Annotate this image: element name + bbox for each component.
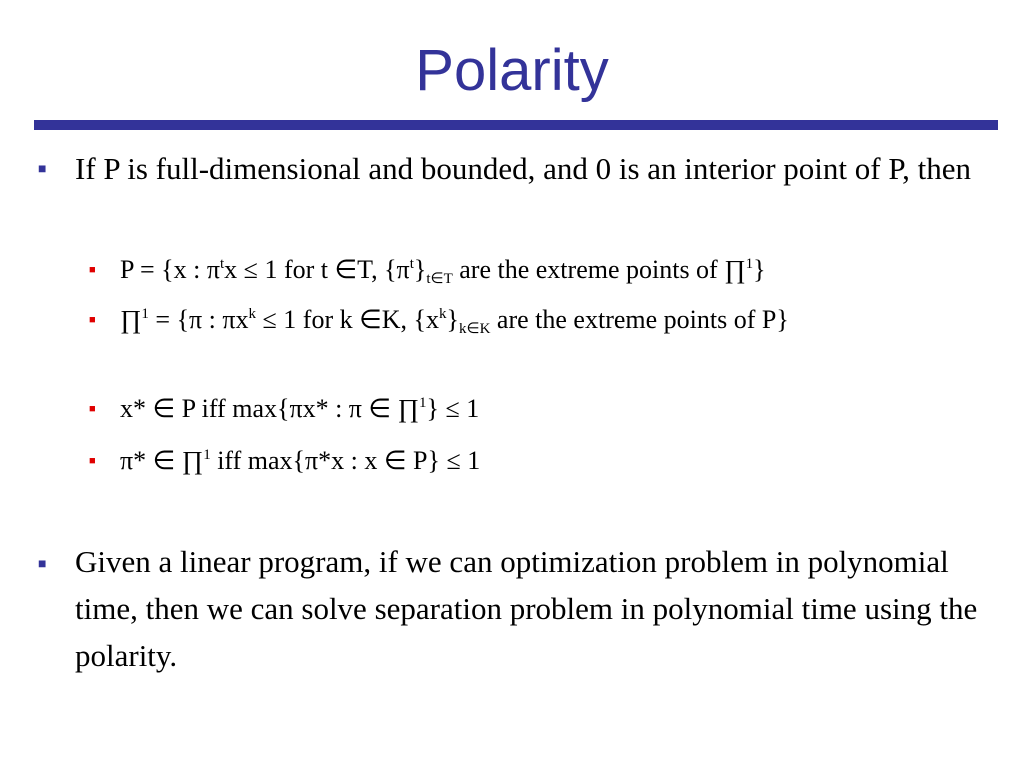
- sub-bullet-1-part: are the extreme points of ∏: [452, 255, 746, 284]
- sub-bullet-1-part: P = {x : π: [120, 255, 220, 284]
- title-underline-rule: [34, 120, 998, 130]
- slide-title: Polarity: [415, 38, 609, 103]
- superscript: 1: [419, 395, 427, 411]
- sub-bullet-square-icon: ■: [89, 455, 96, 467]
- sub-bullet-1: [120, 251, 980, 293]
- superscript: 1: [141, 306, 149, 322]
- sub-bullet-2-part: = {π : πx: [148, 305, 249, 334]
- superscript: k: [248, 306, 257, 322]
- sub-bullet-3-part: x* ∈ P iff max{πx* : π ∈ ∏: [120, 394, 419, 423]
- bullet-text-2: Given a linear program, if we can optimization problem in polynomial time, then we can solve separation problem in polynomial time using the polarity.: [75, 544, 978, 673]
- sub-bullet-1-part: }: [413, 255, 427, 284]
- superscript: k: [439, 306, 447, 322]
- sub-bullet-2-part: are the extreme points of P}: [490, 305, 789, 334]
- sub-bullet-square-icon: ■: [89, 403, 96, 415]
- bullet-square-icon: ■: [38, 557, 47, 572]
- sub-bullet-square-icon: ■: [89, 264, 96, 276]
- superscript: 1: [745, 256, 754, 272]
- superscript: 1: [203, 447, 211, 463]
- superscript: t: [409, 256, 414, 272]
- sub-bullet-4-part: iff max{π*x : x ∈ P} ≤ 1: [210, 446, 481, 475]
- subscript: k∈K: [459, 321, 491, 337]
- sub-bullet-2: [120, 301, 980, 343]
- sub-bullet-4: [120, 442, 980, 484]
- sub-bullet-4-part: π* ∈ ∏: [120, 446, 204, 475]
- sub-bullet-1-part: }: [753, 255, 766, 284]
- sub-bullet-3-part: } ≤ 1: [426, 394, 480, 423]
- superscript: t: [220, 256, 225, 272]
- bullet-text-1: If P is full-dimensional and bounded, and 0 is an interior point of P, then: [75, 151, 972, 186]
- sub-bullet-2-part: }: [446, 305, 460, 334]
- sub-bullet-2-part: ∏: [120, 305, 142, 334]
- bullet-square-icon: ■: [38, 162, 47, 177]
- sub-bullet-3: [120, 390, 980, 432]
- sub-bullet-1-part: x ≤ 1 for t ∈T, {π: [224, 255, 410, 284]
- sub-bullet-2-part: ≤ 1 for k ∈K, {x: [256, 305, 440, 334]
- sub-bullet-square-icon: ■: [89, 314, 96, 326]
- subscript: t∈T: [426, 271, 453, 287]
